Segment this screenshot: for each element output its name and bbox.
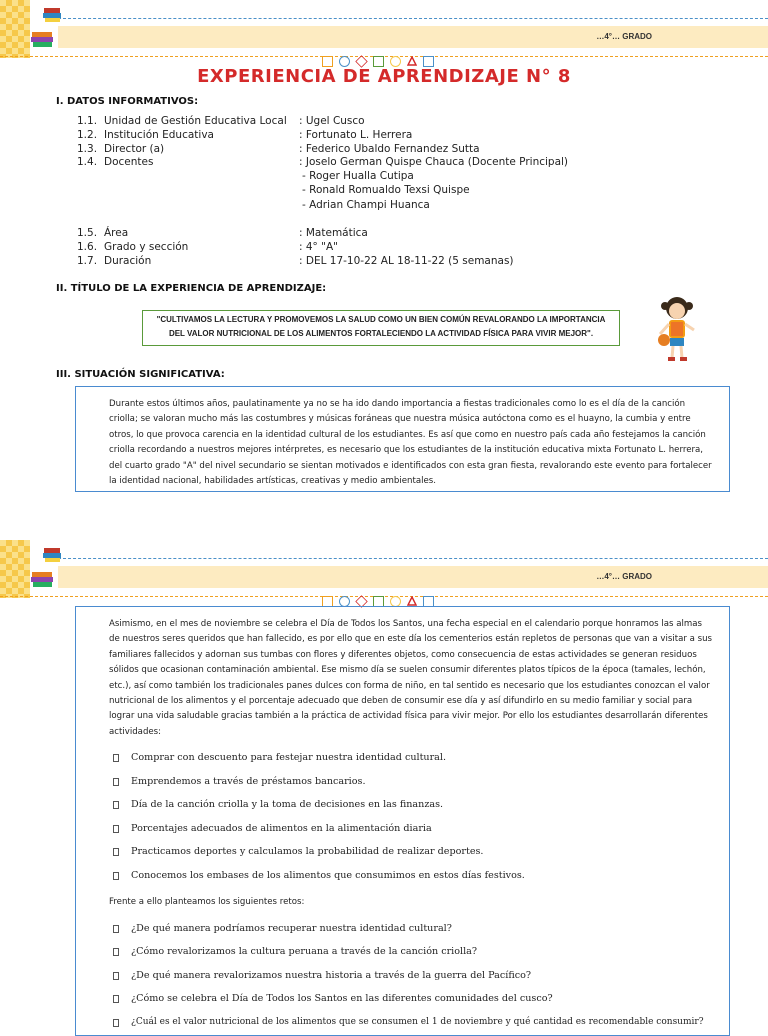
bullet-icon bbox=[113, 801, 119, 809]
activity-text: Conocemos los embases de los alimentos que consumimos en estos días festivos. bbox=[131, 869, 525, 881]
list-item bbox=[109, 793, 715, 817]
row-label: Unidad de Gestión Educativa Local bbox=[104, 115, 287, 127]
activity-text: Día de la canción criolla y la toma de decisiones en las finanzas. bbox=[131, 799, 444, 811]
bullet-icon bbox=[113, 872, 119, 880]
reto-text: ¿De qué manera podríamos recuperar nuestra identidad cultural? bbox=[131, 922, 452, 934]
activity-text: Emprendemos a través de préstamos bancarios. bbox=[131, 775, 366, 787]
grade-label: …4°… GRADO bbox=[596, 32, 652, 41]
row-value: : Joselo German Quispe Chauca (Docente Principal) bbox=[299, 156, 569, 168]
retos-lead: Frente a ello planteamos los siguientes retos: bbox=[109, 897, 305, 908]
bullet-icon bbox=[113, 1019, 119, 1027]
row-value: : Fortunato L. Herrera bbox=[299, 129, 413, 141]
activity-text: Comprar con descuento para festejar nuestra identidad cultural. bbox=[131, 752, 447, 764]
activity-text: Porcentajes adecuados de alimentos en la alimentación diaria bbox=[131, 822, 432, 834]
experience-title-line: "CULTIVAMOS LA LECTURA Y PROMOVEMOS LA SALUD COMO UN BIEN COMÚN REVALORANDO LA IMPORTANCIA bbox=[156, 315, 606, 324]
bullet-icon bbox=[113, 925, 119, 933]
row-number: 1.1. bbox=[77, 115, 98, 127]
section-heading: I. DATOS INFORMATIVOS: bbox=[56, 96, 199, 107]
list-item bbox=[109, 864, 715, 888]
bullet-icon bbox=[113, 848, 119, 856]
header-band bbox=[58, 26, 768, 48]
dashed-divider bbox=[58, 558, 768, 559]
section-heading: III. SITUACIÓN SIGNIFICATIVA: bbox=[56, 369, 225, 380]
row-value: : Federico Ubaldo Fernandez Sutta bbox=[299, 143, 480, 155]
triangle-shape-icon bbox=[407, 56, 417, 66]
page-title: EXPERIENCIA DE APRENDIZAJE N° 8 bbox=[197, 66, 571, 87]
row-value: : Matemática bbox=[299, 227, 368, 239]
section-heading: II. TÍTULO DE LA EXPERIENCIA DE APRENDIZAJE: bbox=[56, 283, 327, 294]
list-item bbox=[109, 1011, 715, 1035]
row-number: 1.2. bbox=[77, 129, 98, 141]
list-item bbox=[109, 817, 715, 841]
books-icon bbox=[30, 6, 62, 50]
list-item bbox=[109, 770, 715, 794]
teacher-name: - Ronald Romualdo Texsi Quispe bbox=[302, 184, 470, 196]
page-2 bbox=[0, 540, 768, 1027]
situation-paragraph: Durante estos últimos años, paulatinamente ya no se ha ido dando importancia a fiestas tradicionales como lo es el día de la canción criolla; se valoran mucho más las costumbres y músicas foráneas que nuestra música autóctona como es el huayno, la cumbia y entre otros, lo que provoca carencia en la identidad cultural de los estudiantes. Es así que como en nuestro país cada año festejamos la canción criolla recordando a nuestros mejores intérpretes, es necesario que los estudiantes de la institución educativa mixta Fortunato L. herrera, del cuarto grado "A" del nivel secundario se sientan motivados e identificados con esta gran fiesta, revalorando este evento para fortalecer la identidad nacional, habilidades artísticas, creativas y medio ambientales. bbox=[109, 399, 712, 487]
checker-decoration bbox=[0, 540, 30, 598]
row-number: 1.5. bbox=[77, 227, 98, 239]
activity-text: Practicamos deportes y calculamos la probabilidad de realizar deportes. bbox=[131, 846, 484, 858]
reto-text: ¿Cuál es el valor nutricional de los alimentos que se consumen el 1 de noviembre y qué cantidad es recomendable consumir? bbox=[131, 1016, 704, 1027]
list-item bbox=[109, 917, 715, 941]
continuation-box bbox=[75, 606, 730, 1036]
header-band bbox=[58, 566, 768, 588]
list-item bbox=[109, 940, 715, 964]
dashed-divider bbox=[58, 18, 768, 19]
list-item bbox=[109, 746, 715, 770]
teacher-name: - Roger Hualla Cutipa bbox=[302, 170, 414, 182]
continuation-paragraph: Asimismo, en el mes de noviembre se celebra el Día de Todos los Santos, una fecha especial en el calendario porque honramos las almas de nuestros seres queridos que han fallecido, es por ello que en este día los cementerios están repletos de personas que van a visitar a sus familiares fallecidos y adornan sus tumbas con flores y diferentes objetos, como consecuencia de estas actividades se generan residuos sólidos que ocasionan contaminación ambiental. Ese mismo día se suelen consumir diferentes platos típicos de la época (tamales, lechón, etc.), así como también los tradicionales panes dulces con forma de niño, en tal sentido es necesario que los estudiantes conozcan el valor nutricional de los alimentos y el porcentaje adecuado que deben de consumir ese día y así difundirlo en su medio familiar y social para lograr una vida saludable gracias también a la práctica de actividad física para vivir mejor. Por ello los estudiantes desarrollarán diferentes actividades: bbox=[109, 619, 712, 737]
circle-shape-icon bbox=[390, 56, 401, 67]
circle-shape-icon bbox=[339, 56, 350, 67]
row-label: Grado y sección bbox=[104, 241, 189, 253]
square-shape-icon bbox=[423, 596, 434, 607]
circle-shape-icon bbox=[339, 596, 350, 607]
teacher-name: - Adrian Champi Huanca bbox=[302, 199, 430, 211]
grade-label: …4°… GRADO bbox=[596, 572, 652, 581]
bullet-icon bbox=[113, 972, 119, 980]
books-icon bbox=[30, 546, 62, 590]
circle-shape-icon bbox=[390, 596, 401, 607]
square-shape-icon bbox=[322, 596, 333, 607]
row-label: Duración bbox=[104, 255, 152, 267]
row-number: 1.6. bbox=[77, 241, 98, 253]
list-item bbox=[109, 964, 715, 988]
page-header bbox=[0, 0, 768, 58]
row-label: Director (a) bbox=[104, 143, 165, 155]
square-shape-icon bbox=[373, 56, 384, 67]
square-shape-icon bbox=[322, 56, 333, 67]
row-label: Institución Educativa bbox=[104, 129, 214, 141]
girl-illustration-icon bbox=[652, 292, 702, 364]
list-item bbox=[109, 987, 715, 1011]
square-shape-icon bbox=[423, 56, 434, 67]
bullet-icon bbox=[113, 995, 119, 1003]
bullet-icon bbox=[113, 754, 119, 762]
row-label: Docentes bbox=[104, 156, 154, 168]
page-header bbox=[0, 540, 768, 598]
situation-box bbox=[75, 386, 730, 492]
square-shape-icon bbox=[373, 596, 384, 607]
row-number: 1.4. bbox=[77, 156, 98, 168]
row-label: Área bbox=[104, 227, 129, 239]
bullet-icon bbox=[113, 948, 119, 956]
reto-text: ¿Cómo revalorizamos la cultura peruana a través de la canción criolla? bbox=[131, 946, 478, 958]
experience-title-line: DEL VALOR NUTRICIONAL DE LOS ALIMENTOS FORTALECIENDO LA ACTIVIDAD FÍSICA PARA VIVIR MEJOR". bbox=[168, 329, 594, 338]
triangle-shape-icon bbox=[407, 596, 417, 606]
row-value: : Ugel Cusco bbox=[299, 115, 365, 127]
bullet-icon bbox=[113, 825, 119, 833]
row-value: : DEL 17-10-22 AL 18-11-22 (5 semanas) bbox=[299, 255, 514, 267]
experience-title-box bbox=[142, 310, 620, 346]
row-number: 1.7. bbox=[77, 255, 98, 267]
reto-text: ¿De qué manera revalorizamos nuestra historia a través de la guerra del Pacífico? bbox=[131, 969, 532, 981]
bullet-icon bbox=[113, 778, 119, 786]
row-value: : 4° "A" bbox=[299, 241, 338, 253]
row-number: 1.3. bbox=[77, 143, 98, 155]
reto-text: ¿Cómo se celebra el Día de Todos los Santos en las diferentes comunidades del cusco? bbox=[131, 993, 553, 1005]
checker-decoration bbox=[0, 0, 30, 58]
list-item bbox=[109, 840, 715, 864]
